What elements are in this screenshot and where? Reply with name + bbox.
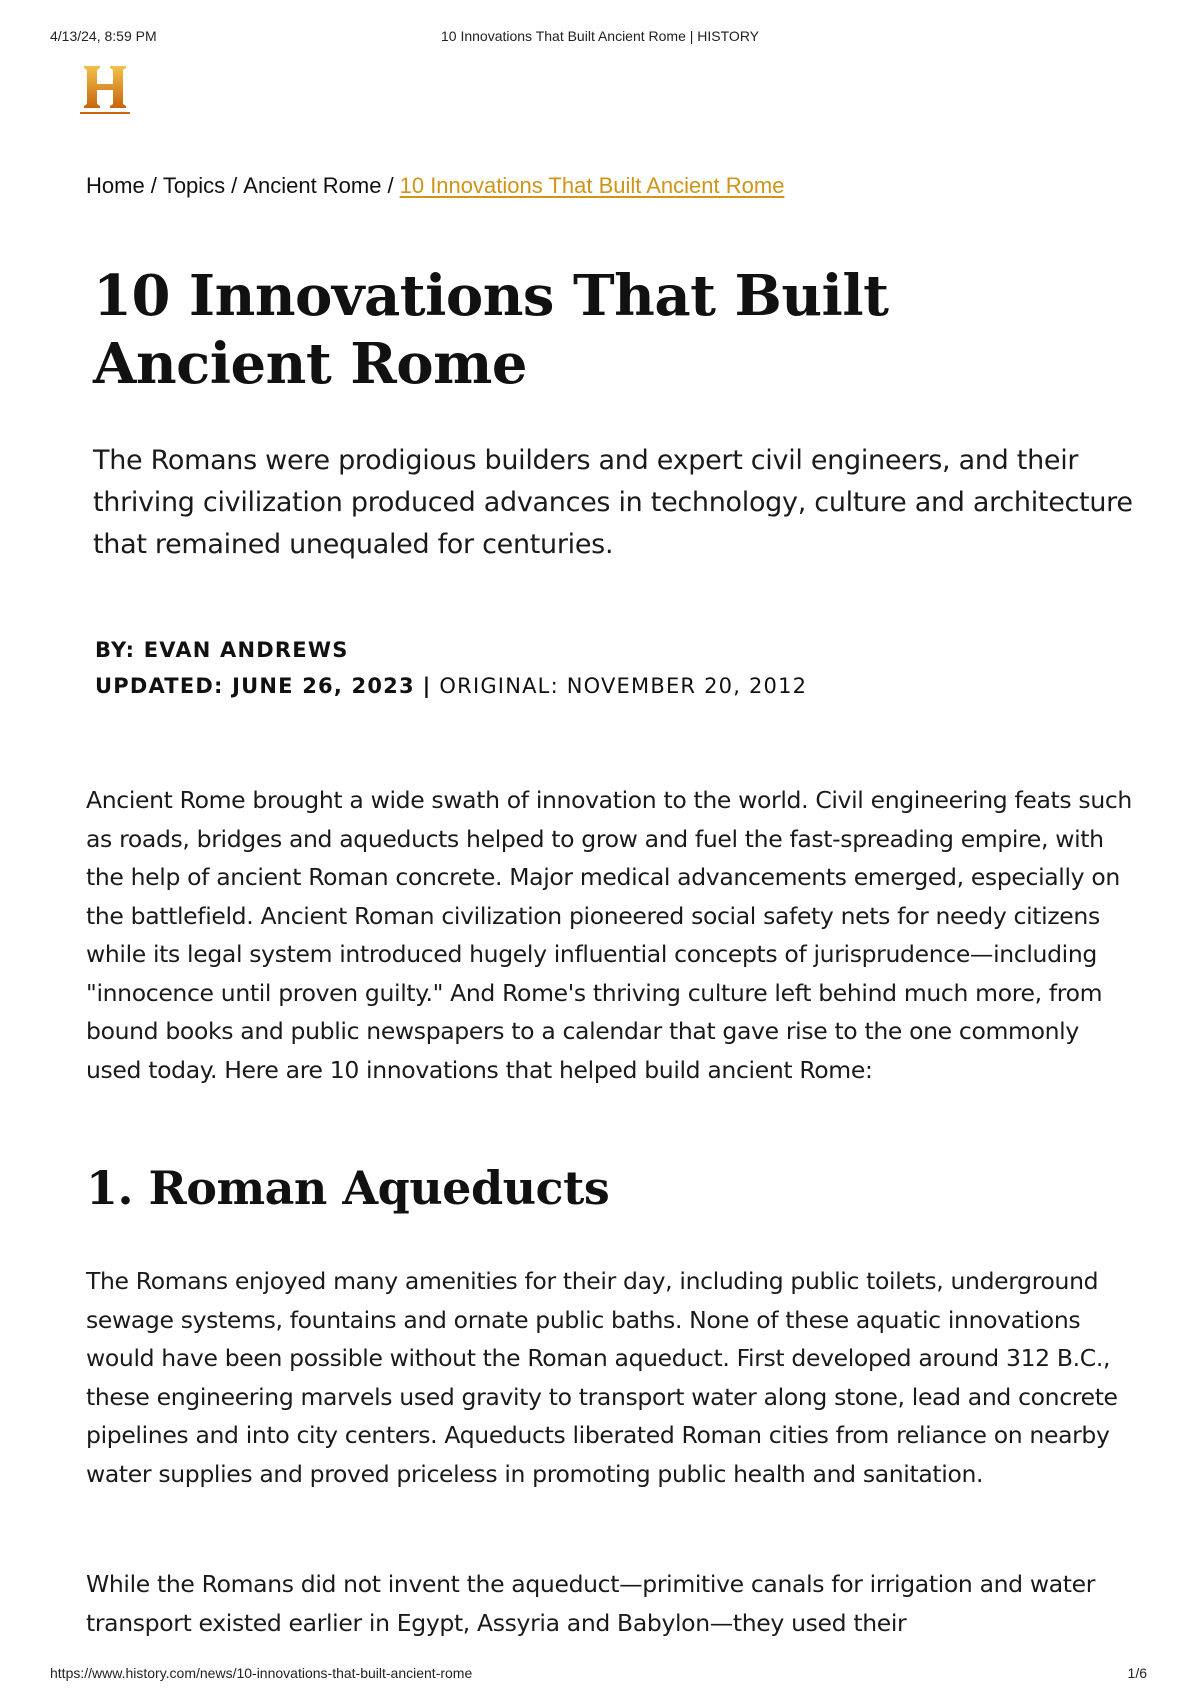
breadcrumb-home[interactable]: Home [86, 173, 145, 198]
aqueducts-paragraph-2: While the Romans did not invent the aqueduct—primitive canals for irrigation and water transport existed earlier in Egypt, Assyria and Babylon—they used their [86, 1570, 1096, 1637]
print-date: 4/13/24, 8:59 PM [50, 28, 157, 44]
print-url: https://www.history.com/news/10-innovations-that-built-ancient-rome [50, 1665, 473, 1681]
breadcrumb-topics[interactable]: Topics [162, 173, 226, 198]
breadcrumb-separator: / [150, 173, 157, 198]
history-logo-icon [80, 62, 136, 118]
breadcrumb-current-article[interactable]: 10 Innovations That Built Ancient Rome [399, 173, 785, 198]
intro-paragraph: Ancient Rome brought a wide swath of innovation to the world. Civil engineering feats such as roads, bridges and aqueducts helped to grow and fuel the fast-spreading empire, with the help of ancient Roman concrete. Major medical advancements emerged, especially on the battlefield. Ancient Roman civilization pioneered social safety nets for needy citizens while its legal system introduced hugely influential concepts of jurisprudence—including "innocence until proven guilty." And Rome's thriving culture left behind much more, from bound books and public newspapers to a calendar that gave rise to the one commonly used today. Here are 10 innovations that helped build ancient Rome: [86, 786, 1132, 1084]
print-footer [0, 1665, 1200, 1685]
breadcrumb [86, 173, 784, 199]
print-page-title: 10 Innovations That Built Ancient Rome | HISTORY [440, 28, 760, 44]
breadcrumb-separator: / [387, 173, 394, 198]
article-headline: 10 Innovations That Built Ancient Rome [93, 263, 889, 397]
author-line: BY: EVAN ANDREWS [95, 638, 349, 662]
history-logo-link[interactable] [80, 62, 136, 118]
date-divider: | [422, 674, 432, 698]
updated-date: UPDATED: JUNE 26, 2023 [95, 674, 415, 698]
aqueducts-paragraph-1: The Romans enjoyed many amenities for their day, including public toilets, underground sewage systems, fountains and ornate public baths. None of these aquatic innovations would have been possible without the Roman aqueduct. First developed around 312 B.C., these engineering marvels used gravity to transport water along stone, lead and concrete pipelines and into city centers. Aqueducts liberated Roman cities from reliance on nearby water supplies and proved priceless in promoting public health and sanitation. [86, 1267, 1118, 1488]
date-line [95, 668, 807, 704]
print-header [0, 28, 1200, 48]
article-byline [95, 632, 807, 704]
breadcrumb-ancient-rome[interactable]: Ancient Rome [243, 173, 382, 198]
section-heading-aqueducts: 1. Roman Aqueducts [86, 1161, 610, 1215]
breadcrumb-separator: / [231, 173, 238, 198]
print-page-number: 1/6 [1127, 1665, 1147, 1681]
article-dek: The Romans were prodigious builders and expert civil engineers, and their thriving civilization produced advances in technology, culture and architecture that remained unequaled for centuries. [93, 445, 1133, 560]
original-date: ORIGINAL: NOVEMBER 20, 2012 [439, 674, 808, 698]
